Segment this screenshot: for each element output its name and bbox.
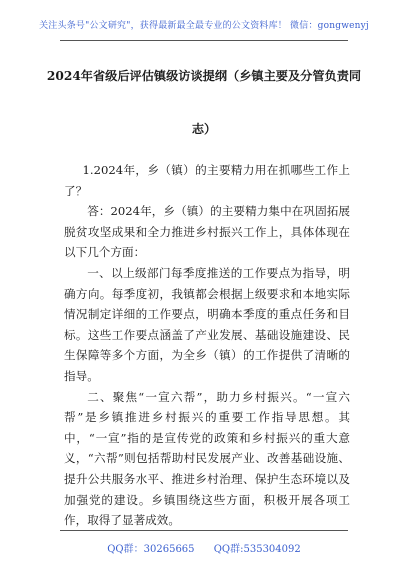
question-1: 1.2024年，乡（镇）的主要精力用在抓哪些工作上了？ (64, 163, 350, 198)
document-title-line-2: 志） (191, 122, 217, 136)
footer-qq-group-2: QQ群:535304092 (213, 544, 301, 555)
answer-point-2: 二、聚焦“一宣六帮”，助力乡村振兴。“一宣六帮”是乡镇推进乡村振兴的重要工作指导思想。其中，“一宣”指的是宣传党的政策和乡村振兴的重大意义，“六帮”则包括帮助村民发展产业、改善基础设施、提升公共服务水平、推进乡村治理、保护生态环境以及加强党的建设。乡镇围绕这些方面，积极开展各项工作，取得了显著成效。 (64, 389, 350, 528)
answer-point-1: 一、以上级部门每季度推送的工作要点为指导，明确方向。每季度初，我镇都会根据上级要求和本地实际情况制定详细的工作要点，明确本季度的重点任务和目标。这些工作要点涵盖了产业发展、基础设施建设、民生保障等多个方面，为全乡（镇）的工作提供了清晰的指导。 (64, 265, 350, 383)
header-divider (60, 40, 348, 41)
footer (0, 540, 408, 555)
footer-divider (60, 530, 348, 531)
answer-intro: 答：2024年，乡（镇）的主要精力集中在巩固拓展脱贫攻坚成果和全力推进乡村振兴工作上，具体体现在以下几个方面： (64, 204, 350, 260)
document-title-line-1: 2024年省级后评估镇级访谈提纲（乡镇主要及分管负责同 (46, 69, 362, 83)
document-body (64, 160, 350, 531)
footer-qq-group-1: QQ群：30265665 (107, 544, 195, 555)
header-note: 关注头条号"公文研究"，获得最新最全最专业的公文资料库！ 微信：gongwenyj (39, 21, 369, 31)
